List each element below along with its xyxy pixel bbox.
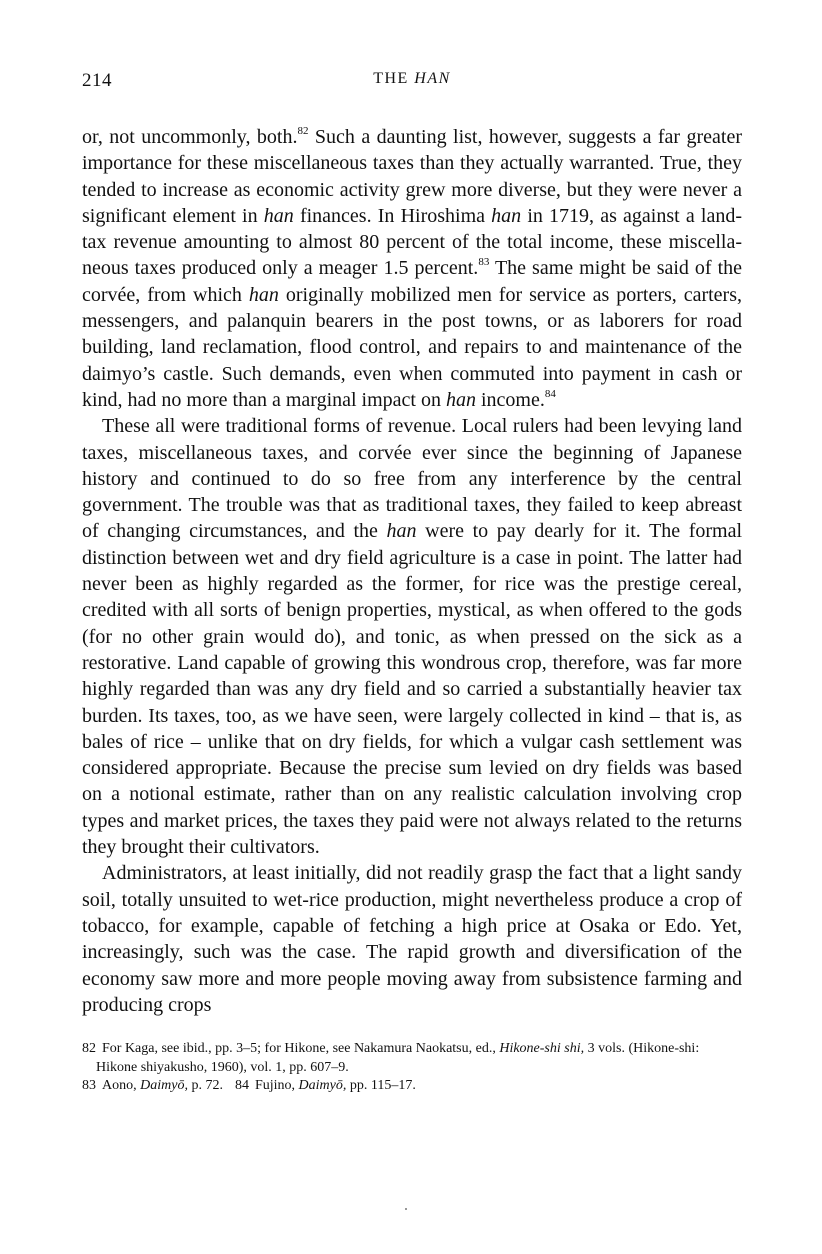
text-run: Administrators, at least initially, did not readily grasp the fact that a light sandy soil, totally unsuited to wet-rice production, might nevertheless produce a crop of tobacco, for example, capable of fetching a high price at Osaka or Edo. Yet, increasingly, such was the case. The rapid growth and diversification of the economy saw more and more people moving away from subsistence farming and producing crops xyxy=(82,862,742,1016)
footnote-number: 82 xyxy=(82,1041,96,1057)
footnote-reference: 84 xyxy=(544,387,556,400)
text-run: The same might be said of the corvée, from which xyxy=(82,257,743,306)
text-run: These all were traditional forms of revenue. Local rulers had been levying land taxes, miscellaneous taxes, and corvée ever since the beginning of Japanese history and continued to do so free from any interference by the central government. The trouble was that as traditional taxes, they failed to keep abreast of changing circumstances, and the xyxy=(82,415,742,543)
text-run: p. 72. xyxy=(187,1078,223,1094)
paragraph xyxy=(82,860,742,1018)
text-run: 3 vols. (Hikone-shi: Hikone shiyakusho, 1960), vol. 1, pp. 607–9. xyxy=(96,1041,700,1075)
running-title-italic: HAN xyxy=(414,70,451,87)
italic-text: han xyxy=(263,204,294,227)
paragraph xyxy=(82,413,742,860)
text-run: pp. 115–17. xyxy=(346,1078,416,1094)
text-run: Fujino, xyxy=(254,1078,299,1094)
paragraph xyxy=(82,124,742,413)
italic-text: han xyxy=(491,204,522,227)
text-run: finances. In Hiroshima xyxy=(293,204,492,227)
body-text xyxy=(82,124,742,1018)
book-page xyxy=(82,70,742,1096)
text-run: Such a daunting list, however, suggests a far greater importance for these miscellaneous taxes than they actually warranted. True, they tended to increase as economic activity grew more diverse, but they were never a significant element in xyxy=(82,126,742,227)
italic-text: han xyxy=(248,283,279,306)
footnotes xyxy=(82,1040,742,1096)
text-run: or, not uncommonly, both. xyxy=(82,126,298,148)
running-title xyxy=(82,70,742,88)
footnote-reference: 83 xyxy=(478,256,490,269)
footnote-number: 83 xyxy=(82,1078,96,1094)
italic-text: han xyxy=(445,388,476,411)
text-run: in 1719, as against a land-tax revenue amounting to almost 80 percent of the total income, these miscellaneous taxes produced only a meager 1.5 percent. xyxy=(82,204,742,280)
footnote-number: 84 xyxy=(234,1078,249,1094)
text-run: originally mobilized men for service as porters, carters, messengers, and palanquin bearers in the post towns, or as laborers for road building, land reclamation, flood control, and repairs to and maintenance of the daimyo’s castle. Such demands, even when commuted into payment in cash or kind, had no more than a marginal impact on xyxy=(82,283,743,411)
page-number: 214 xyxy=(82,70,112,91)
text-run: income. xyxy=(475,388,545,411)
footnote xyxy=(82,1077,742,1096)
italic-text: Daimyō, xyxy=(298,1078,347,1094)
footnote xyxy=(82,1040,742,1077)
text-run: For Kaga, see ibid., pp. 3–5; for Hikone, see Nakamura Naokatsu, ed., xyxy=(102,1041,500,1057)
footnote-reference: 82 xyxy=(297,125,309,137)
stray-mark xyxy=(405,1208,407,1210)
italic-text: han xyxy=(386,520,417,543)
running-title-prefix: THE xyxy=(373,70,415,87)
running-head xyxy=(82,70,742,96)
italic-text: Daimyō, xyxy=(140,1078,188,1094)
text-run: were to pay dearly for it. The formal distinction between wet and dry field agriculture is a case in point. The latter had never been as highly regarded as the former, for rice was the prestige cereal, credited with all sorts of benign properties, mystical, as when offered to the gods (for no other grain would do), and tonic, as when pressed on the sick as a restorative. Land capable of growing this wondrous crop, therefore, was far more highly regarded than was any dry field and so carried a substantially heavier tax burden. Its taxes, too, as we have seen, were largely collected in kind – that is, as bales of rice – unlike that on dry fields, for which a vulgar cash settlement was considered appropriate. Because the precise sum levied on dry fields was based on a notional estimate, rather than on any realistic calculation involving crop types and market prices, the taxes they paid were not always related to the returns they brought their cultivators. xyxy=(82,520,743,859)
italic-text: Hikone-shi shi, xyxy=(499,1041,585,1057)
text-run: Aono, xyxy=(102,1078,141,1094)
